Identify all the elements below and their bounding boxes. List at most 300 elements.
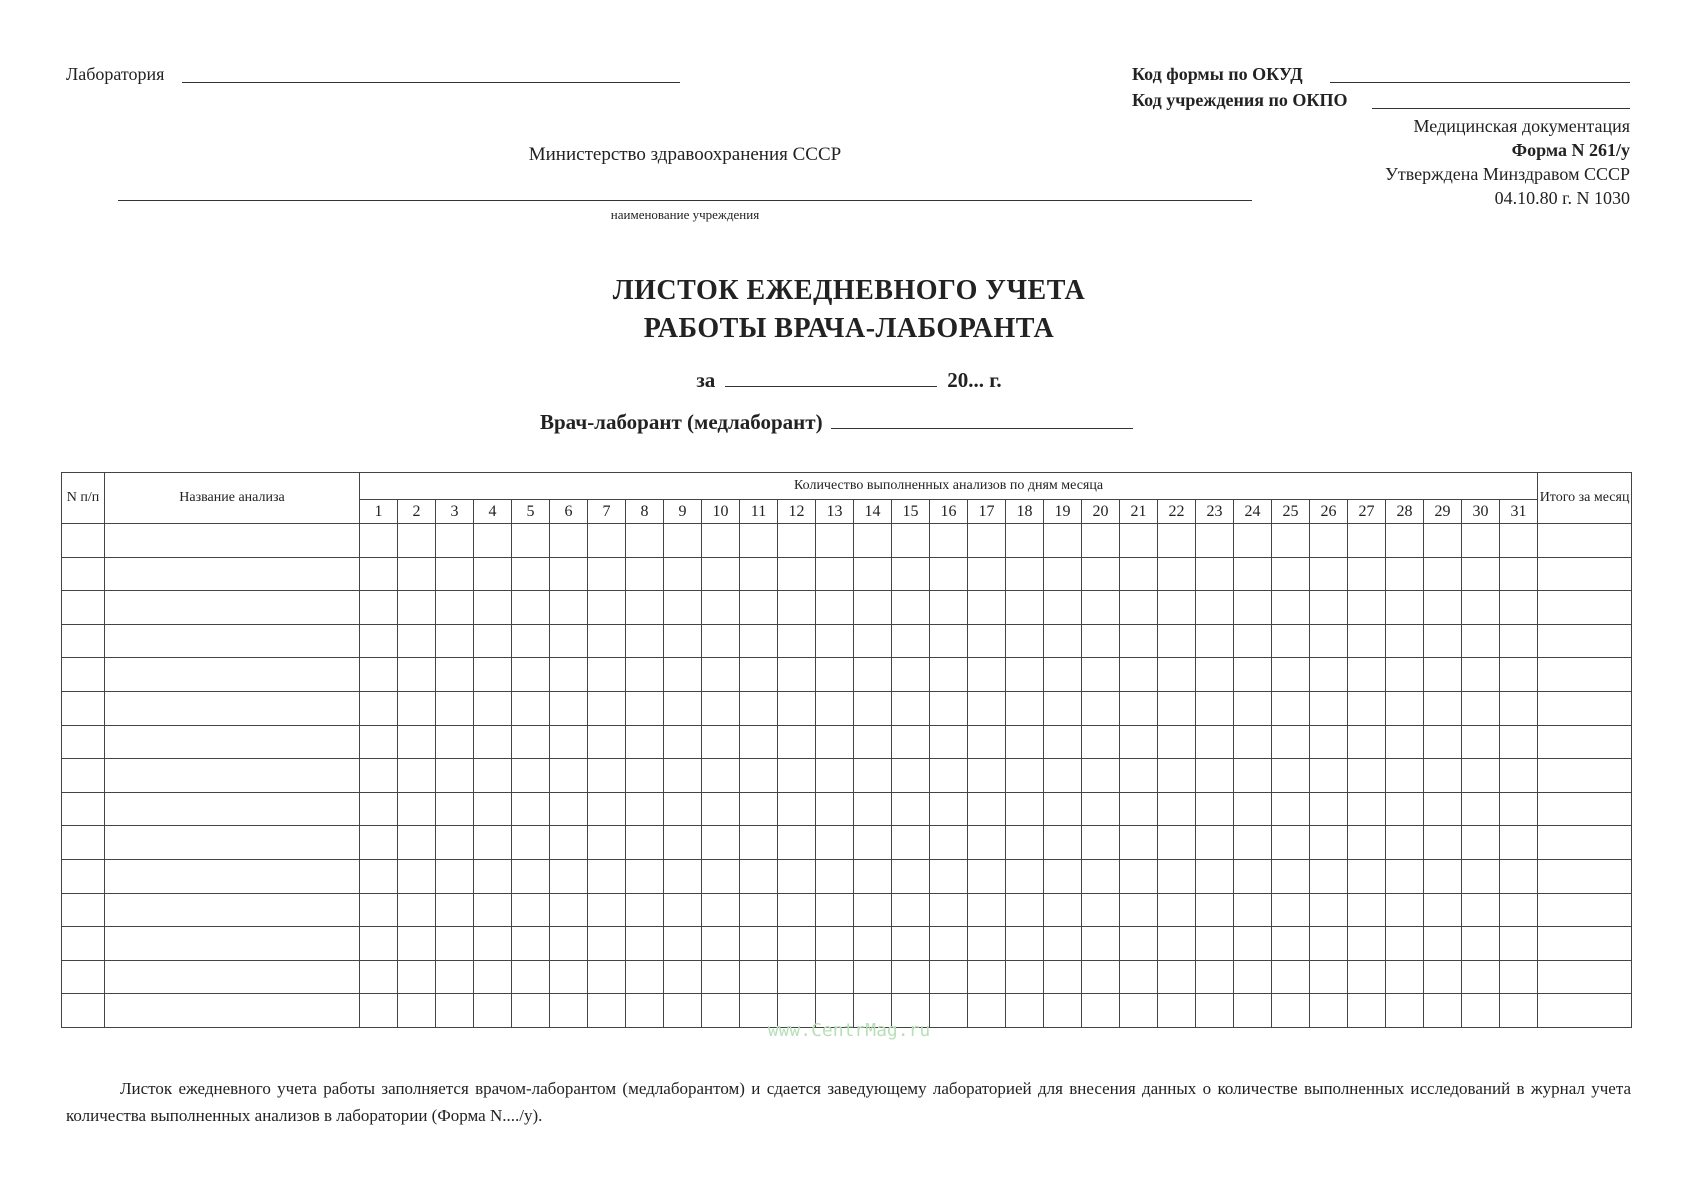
table-cell[interactable] xyxy=(968,960,1006,994)
table-cell[interactable] xyxy=(1196,591,1234,625)
table-cell[interactable] xyxy=(778,859,816,893)
table-cell[interactable] xyxy=(588,826,626,860)
table-cell[interactable] xyxy=(816,859,854,893)
table-cell[interactable] xyxy=(105,792,360,826)
table-cell[interactable] xyxy=(1234,524,1272,558)
table-cell[interactable] xyxy=(1462,591,1500,625)
table-cell[interactable] xyxy=(816,557,854,591)
table-cell[interactable] xyxy=(1424,725,1462,759)
table-cell[interactable] xyxy=(626,826,664,860)
table-cell[interactable] xyxy=(1348,859,1386,893)
table-cell[interactable] xyxy=(778,826,816,860)
table-cell[interactable] xyxy=(968,557,1006,591)
table-cell[interactable] xyxy=(1424,826,1462,860)
table-cell[interactable] xyxy=(1386,759,1424,793)
table-cell[interactable] xyxy=(1234,725,1272,759)
table-cell[interactable] xyxy=(62,859,105,893)
table-cell[interactable] xyxy=(105,859,360,893)
okpo-field[interactable] xyxy=(1372,108,1630,109)
table-cell[interactable] xyxy=(1538,893,1632,927)
table-cell[interactable] xyxy=(1158,658,1196,692)
table-cell[interactable] xyxy=(930,524,968,558)
table-cell[interactable] xyxy=(816,524,854,558)
table-cell[interactable] xyxy=(62,759,105,793)
table-cell[interactable] xyxy=(1082,826,1120,860)
table-cell[interactable] xyxy=(105,759,360,793)
table-cell[interactable] xyxy=(854,859,892,893)
table-cell[interactable] xyxy=(1386,591,1424,625)
table-cell[interactable] xyxy=(1006,927,1044,961)
table-cell[interactable] xyxy=(892,792,930,826)
table-cell[interactable] xyxy=(702,893,740,927)
table-cell[interactable] xyxy=(1348,524,1386,558)
table-cell[interactable] xyxy=(1006,826,1044,860)
table-cell[interactable] xyxy=(1120,691,1158,725)
table-cell[interactable] xyxy=(512,927,550,961)
table-cell[interactable] xyxy=(550,927,588,961)
table-cell[interactable] xyxy=(854,725,892,759)
table-cell[interactable] xyxy=(588,859,626,893)
table-cell[interactable] xyxy=(930,792,968,826)
table-cell[interactable] xyxy=(854,893,892,927)
table-cell[interactable] xyxy=(702,591,740,625)
table-cell[interactable] xyxy=(1082,960,1120,994)
table-cell[interactable] xyxy=(930,859,968,893)
table-cell[interactable] xyxy=(1272,591,1310,625)
table-cell[interactable] xyxy=(892,725,930,759)
table-cell[interactable] xyxy=(550,691,588,725)
table-cell[interactable] xyxy=(360,591,398,625)
table-cell[interactable] xyxy=(626,658,664,692)
table-cell[interactable] xyxy=(436,658,474,692)
table-cell[interactable] xyxy=(1500,524,1538,558)
table-cell[interactable] xyxy=(1196,658,1234,692)
table-cell[interactable] xyxy=(1348,557,1386,591)
table-cell[interactable] xyxy=(892,624,930,658)
table-cell[interactable] xyxy=(854,658,892,692)
table-cell[interactable] xyxy=(550,725,588,759)
table-cell[interactable] xyxy=(626,557,664,591)
table-cell[interactable] xyxy=(1310,792,1348,826)
table-cell[interactable] xyxy=(778,927,816,961)
table-cell[interactable] xyxy=(664,557,702,591)
table-cell[interactable] xyxy=(1272,859,1310,893)
table-cell[interactable] xyxy=(474,591,512,625)
table-cell[interactable] xyxy=(854,524,892,558)
table-cell[interactable] xyxy=(1120,658,1158,692)
table-cell[interactable] xyxy=(1120,792,1158,826)
table-cell[interactable] xyxy=(474,960,512,994)
table-cell[interactable] xyxy=(436,893,474,927)
table-cell[interactable] xyxy=(512,792,550,826)
table-cell[interactable] xyxy=(1006,859,1044,893)
table-cell[interactable] xyxy=(1348,893,1386,927)
table-cell[interactable] xyxy=(436,691,474,725)
table-cell[interactable] xyxy=(930,927,968,961)
table-cell[interactable] xyxy=(1120,927,1158,961)
table-cell[interactable] xyxy=(436,557,474,591)
table-cell[interactable] xyxy=(1386,859,1424,893)
table-cell[interactable] xyxy=(1538,826,1632,860)
table-cell[interactable] xyxy=(1196,960,1234,994)
table-cell[interactable] xyxy=(1196,927,1234,961)
table-cell[interactable] xyxy=(968,725,1006,759)
table-cell[interactable] xyxy=(1082,591,1120,625)
table-cell[interactable] xyxy=(62,826,105,860)
table-cell[interactable] xyxy=(105,591,360,625)
table-cell[interactable] xyxy=(816,893,854,927)
table-cell[interactable] xyxy=(778,591,816,625)
table-cell[interactable] xyxy=(1272,960,1310,994)
table-cell[interactable] xyxy=(588,725,626,759)
table-cell[interactable] xyxy=(1082,691,1120,725)
table-cell[interactable] xyxy=(1462,759,1500,793)
table-cell[interactable] xyxy=(1500,624,1538,658)
table-cell[interactable] xyxy=(968,792,1006,826)
table-cell[interactable] xyxy=(740,725,778,759)
table-cell[interactable] xyxy=(702,624,740,658)
table-cell[interactable] xyxy=(1424,859,1462,893)
table-cell[interactable] xyxy=(1120,624,1158,658)
table-cell[interactable] xyxy=(1082,557,1120,591)
table-cell[interactable] xyxy=(1006,557,1044,591)
table-cell[interactable] xyxy=(626,725,664,759)
table-cell[interactable] xyxy=(1424,557,1462,591)
table-cell[interactable] xyxy=(588,927,626,961)
table-cell[interactable] xyxy=(1196,691,1234,725)
table-cell[interactable] xyxy=(740,859,778,893)
table-cell[interactable] xyxy=(588,960,626,994)
table-cell[interactable] xyxy=(626,691,664,725)
table-cell[interactable] xyxy=(968,859,1006,893)
table-cell[interactable] xyxy=(1044,960,1082,994)
table-cell[interactable] xyxy=(1424,893,1462,927)
table-cell[interactable] xyxy=(1196,759,1234,793)
table-cell[interactable] xyxy=(550,960,588,994)
table-cell[interactable] xyxy=(930,725,968,759)
table-cell[interactable] xyxy=(1310,759,1348,793)
okud-field[interactable] xyxy=(1330,82,1630,83)
table-cell[interactable] xyxy=(550,826,588,860)
table-cell[interactable] xyxy=(398,624,436,658)
table-cell[interactable] xyxy=(588,624,626,658)
table-cell[interactable] xyxy=(968,524,1006,558)
table-cell[interactable] xyxy=(360,759,398,793)
table-cell[interactable] xyxy=(1120,859,1158,893)
table-cell[interactable] xyxy=(702,759,740,793)
table-cell[interactable] xyxy=(1348,826,1386,860)
table-cell[interactable] xyxy=(778,524,816,558)
table-cell[interactable] xyxy=(588,792,626,826)
table-cell[interactable] xyxy=(550,658,588,692)
table-cell[interactable] xyxy=(1462,725,1500,759)
table-cell[interactable] xyxy=(62,624,105,658)
table-cell[interactable] xyxy=(512,759,550,793)
table-cell[interactable] xyxy=(1310,826,1348,860)
table-cell[interactable] xyxy=(740,792,778,826)
table-cell[interactable] xyxy=(930,893,968,927)
table-cell[interactable] xyxy=(360,691,398,725)
table-cell[interactable] xyxy=(512,591,550,625)
table-cell[interactable] xyxy=(1006,759,1044,793)
table-cell[interactable] xyxy=(398,524,436,558)
table-cell[interactable] xyxy=(1348,725,1386,759)
table-cell[interactable] xyxy=(1386,658,1424,692)
table-cell[interactable] xyxy=(1348,658,1386,692)
table-cell[interactable] xyxy=(1006,591,1044,625)
table-cell[interactable] xyxy=(1044,624,1082,658)
table-cell[interactable] xyxy=(588,557,626,591)
table-cell[interactable] xyxy=(105,624,360,658)
table-cell[interactable] xyxy=(626,927,664,961)
table-cell[interactable] xyxy=(1538,591,1632,625)
table-cell[interactable] xyxy=(1500,725,1538,759)
table-cell[interactable] xyxy=(550,893,588,927)
table-cell[interactable] xyxy=(1424,524,1462,558)
table-cell[interactable] xyxy=(1272,524,1310,558)
table-cell[interactable] xyxy=(816,960,854,994)
table-cell[interactable] xyxy=(62,591,105,625)
table-cell[interactable] xyxy=(62,557,105,591)
table-cell[interactable] xyxy=(105,893,360,927)
table-cell[interactable] xyxy=(436,960,474,994)
table-cell[interactable] xyxy=(398,927,436,961)
table-cell[interactable] xyxy=(398,557,436,591)
table-cell[interactable] xyxy=(930,557,968,591)
table-cell[interactable] xyxy=(1272,725,1310,759)
table-cell[interactable] xyxy=(1196,826,1234,860)
table-cell[interactable] xyxy=(1462,624,1500,658)
table-cell[interactable] xyxy=(1500,960,1538,994)
table-cell[interactable] xyxy=(816,725,854,759)
table-cell[interactable] xyxy=(360,524,398,558)
table-cell[interactable] xyxy=(1462,927,1500,961)
table-cell[interactable] xyxy=(360,927,398,961)
table-cell[interactable] xyxy=(702,859,740,893)
table-cell[interactable] xyxy=(1424,658,1462,692)
table-cell[interactable] xyxy=(1538,691,1632,725)
table-cell[interactable] xyxy=(968,759,1006,793)
table-cell[interactable] xyxy=(778,792,816,826)
table-cell[interactable] xyxy=(1234,893,1272,927)
table-cell[interactable] xyxy=(1272,624,1310,658)
table-cell[interactable] xyxy=(105,960,360,994)
table-cell[interactable] xyxy=(588,658,626,692)
table-cell[interactable] xyxy=(436,927,474,961)
table-cell[interactable] xyxy=(816,624,854,658)
table-cell[interactable] xyxy=(702,557,740,591)
table-cell[interactable] xyxy=(1310,658,1348,692)
table-cell[interactable] xyxy=(1120,960,1158,994)
table-cell[interactable] xyxy=(1006,691,1044,725)
table-cell[interactable] xyxy=(1234,591,1272,625)
table-cell[interactable] xyxy=(550,792,588,826)
table-cell[interactable] xyxy=(1120,893,1158,927)
table-cell[interactable] xyxy=(1120,557,1158,591)
table-cell[interactable] xyxy=(778,893,816,927)
table-cell[interactable] xyxy=(105,927,360,961)
table-cell[interactable] xyxy=(626,893,664,927)
table-cell[interactable] xyxy=(1310,893,1348,927)
table-cell[interactable] xyxy=(512,859,550,893)
table-cell[interactable] xyxy=(1158,591,1196,625)
table-cell[interactable] xyxy=(1234,927,1272,961)
table-cell[interactable] xyxy=(474,725,512,759)
table-cell[interactable] xyxy=(360,792,398,826)
table-cell[interactable] xyxy=(1272,658,1310,692)
table-cell[interactable] xyxy=(1500,859,1538,893)
table-cell[interactable] xyxy=(892,591,930,625)
table-cell[interactable] xyxy=(512,893,550,927)
table-cell[interactable] xyxy=(1006,624,1044,658)
table-cell[interactable] xyxy=(105,557,360,591)
table-cell[interactable] xyxy=(1158,859,1196,893)
table-cell[interactable] xyxy=(398,893,436,927)
table-cell[interactable] xyxy=(436,792,474,826)
table-cell[interactable] xyxy=(1044,927,1082,961)
table-cell[interactable] xyxy=(1196,859,1234,893)
table-cell[interactable] xyxy=(1500,893,1538,927)
table-cell[interactable] xyxy=(1158,759,1196,793)
table-cell[interactable] xyxy=(360,859,398,893)
table-cell[interactable] xyxy=(1272,691,1310,725)
table-cell[interactable] xyxy=(1348,591,1386,625)
table-cell[interactable] xyxy=(1348,927,1386,961)
table-cell[interactable] xyxy=(778,960,816,994)
table-cell[interactable] xyxy=(1538,725,1632,759)
table-cell[interactable] xyxy=(1272,826,1310,860)
table-cell[interactable] xyxy=(1082,893,1120,927)
table-cell[interactable] xyxy=(1310,927,1348,961)
table-cell[interactable] xyxy=(1234,859,1272,893)
table-cell[interactable] xyxy=(1538,792,1632,826)
table-cell[interactable] xyxy=(664,691,702,725)
table-cell[interactable] xyxy=(892,759,930,793)
table-cell[interactable] xyxy=(1158,524,1196,558)
table-cell[interactable] xyxy=(474,893,512,927)
table-cell[interactable] xyxy=(1348,792,1386,826)
table-cell[interactable] xyxy=(854,759,892,793)
table-cell[interactable] xyxy=(1386,893,1424,927)
table-cell[interactable] xyxy=(105,658,360,692)
table-cell[interactable] xyxy=(550,859,588,893)
table-cell[interactable] xyxy=(1500,557,1538,591)
table-cell[interactable] xyxy=(398,792,436,826)
table-cell[interactable] xyxy=(1120,591,1158,625)
table-cell[interactable] xyxy=(436,591,474,625)
table-cell[interactable] xyxy=(702,960,740,994)
table-cell[interactable] xyxy=(1158,792,1196,826)
table-cell[interactable] xyxy=(398,658,436,692)
table-cell[interactable] xyxy=(626,591,664,625)
table-cell[interactable] xyxy=(664,759,702,793)
table-cell[interactable] xyxy=(512,658,550,692)
table-cell[interactable] xyxy=(105,524,360,558)
table-cell[interactable] xyxy=(474,691,512,725)
table-cell[interactable] xyxy=(1462,557,1500,591)
table-cell[interactable] xyxy=(816,691,854,725)
table-cell[interactable] xyxy=(360,624,398,658)
table-cell[interactable] xyxy=(1044,725,1082,759)
table-cell[interactable] xyxy=(1234,759,1272,793)
table-cell[interactable] xyxy=(702,826,740,860)
table-cell[interactable] xyxy=(360,658,398,692)
table-cell[interactable] xyxy=(968,624,1006,658)
table-cell[interactable] xyxy=(1082,927,1120,961)
table-cell[interactable] xyxy=(62,725,105,759)
table-cell[interactable] xyxy=(1538,927,1632,961)
table-cell[interactable] xyxy=(1386,826,1424,860)
table-cell[interactable] xyxy=(968,893,1006,927)
table-cell[interactable] xyxy=(816,826,854,860)
table-cell[interactable] xyxy=(664,591,702,625)
table-cell[interactable] xyxy=(626,759,664,793)
table-cell[interactable] xyxy=(1158,960,1196,994)
institution-field[interactable] xyxy=(118,200,1252,201)
table-cell[interactable] xyxy=(1006,658,1044,692)
table-cell[interactable] xyxy=(436,725,474,759)
table-cell[interactable] xyxy=(1006,960,1044,994)
table-cell[interactable] xyxy=(1158,725,1196,759)
table-cell[interactable] xyxy=(626,624,664,658)
table-cell[interactable] xyxy=(1386,624,1424,658)
table-cell[interactable] xyxy=(930,960,968,994)
table-cell[interactable] xyxy=(664,792,702,826)
table-cell[interactable] xyxy=(474,759,512,793)
table-cell[interactable] xyxy=(968,691,1006,725)
table-cell[interactable] xyxy=(1386,557,1424,591)
table-cell[interactable] xyxy=(1500,691,1538,725)
table-cell[interactable] xyxy=(1234,624,1272,658)
table-cell[interactable] xyxy=(854,624,892,658)
table-cell[interactable] xyxy=(854,691,892,725)
table-cell[interactable] xyxy=(1044,893,1082,927)
table-cell[interactable] xyxy=(1158,557,1196,591)
table-cell[interactable] xyxy=(62,893,105,927)
table-cell[interactable] xyxy=(816,759,854,793)
table-cell[interactable] xyxy=(740,826,778,860)
table-cell[interactable] xyxy=(740,624,778,658)
table-cell[interactable] xyxy=(1044,859,1082,893)
table-cell[interactable] xyxy=(1120,524,1158,558)
table-cell[interactable] xyxy=(1006,524,1044,558)
table-cell[interactable] xyxy=(1462,893,1500,927)
table-cell[interactable] xyxy=(1500,927,1538,961)
table-cell[interactable] xyxy=(398,826,436,860)
table-cell[interactable] xyxy=(1462,658,1500,692)
table-cell[interactable] xyxy=(550,524,588,558)
table-cell[interactable] xyxy=(1310,691,1348,725)
laboratory-field[interactable] xyxy=(182,82,680,83)
table-cell[interactable] xyxy=(664,927,702,961)
table-cell[interactable] xyxy=(550,624,588,658)
table-cell[interactable] xyxy=(892,927,930,961)
table-cell[interactable] xyxy=(1310,725,1348,759)
table-cell[interactable] xyxy=(1310,960,1348,994)
table-cell[interactable] xyxy=(62,960,105,994)
table-cell[interactable] xyxy=(1538,557,1632,591)
table-cell[interactable] xyxy=(664,960,702,994)
table-cell[interactable] xyxy=(854,792,892,826)
table-cell[interactable] xyxy=(588,759,626,793)
table-cell[interactable] xyxy=(62,524,105,558)
table-cell[interactable] xyxy=(1234,658,1272,692)
table-cell[interactable] xyxy=(1158,691,1196,725)
table-cell[interactable] xyxy=(1386,691,1424,725)
table-cell[interactable] xyxy=(1310,591,1348,625)
table-cell[interactable] xyxy=(62,792,105,826)
table-cell[interactable] xyxy=(664,893,702,927)
